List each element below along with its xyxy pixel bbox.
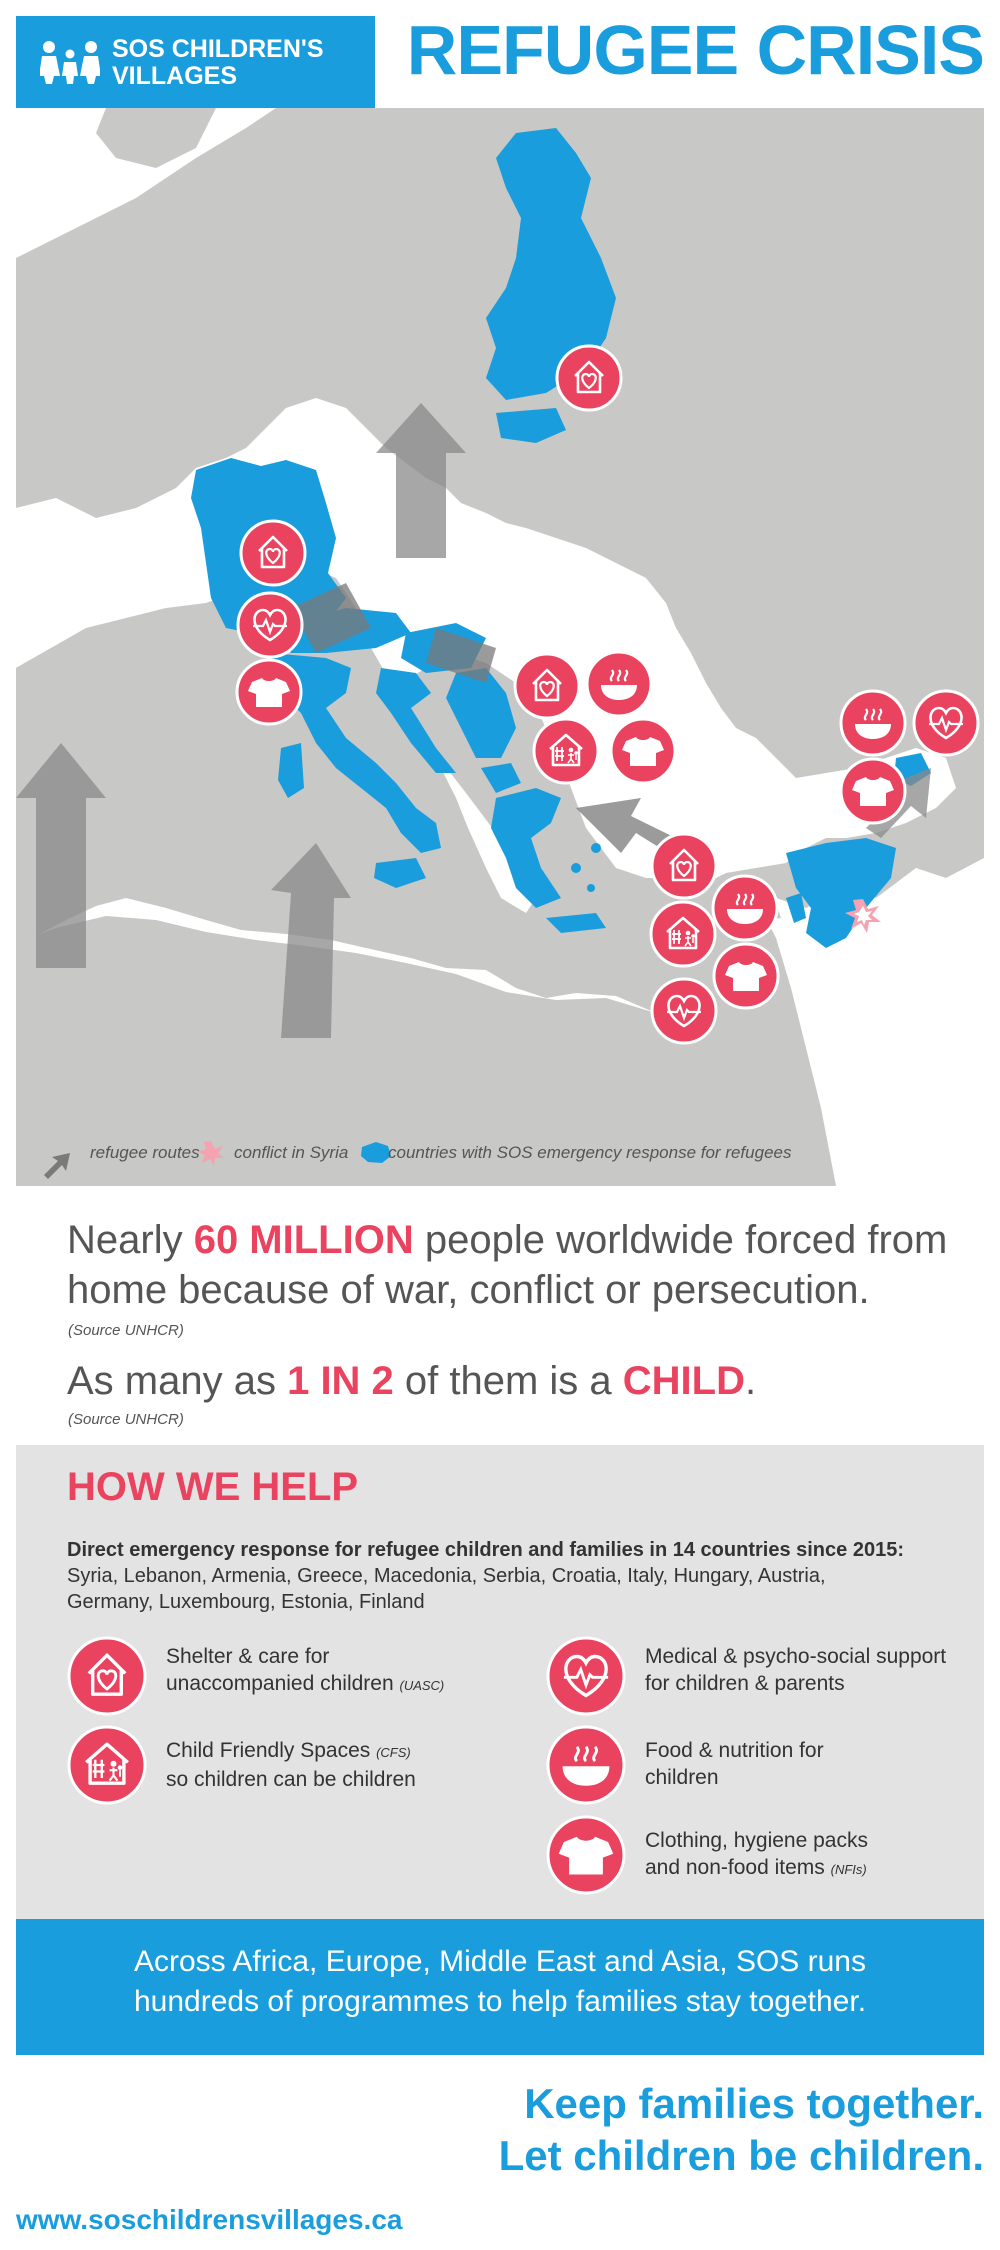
- stat1-text: Nearly: [67, 1218, 194, 1262]
- page-title: REFUGEE CRISIS: [406, 11, 984, 89]
- legend-conflict-label: conflict in Syria: [234, 1143, 349, 1162]
- child-friendly-space-icon: [651, 902, 715, 966]
- help-item-cfs: [166, 1737, 526, 1793]
- help-intro: [67, 1537, 967, 1615]
- medical-heart-icon: [914, 691, 978, 755]
- stat2-highlight-child: CHILD: [622, 1359, 745, 1403]
- food-bowl-icon: [587, 652, 651, 716]
- child-friendly-space-icon: [67, 1725, 147, 1805]
- help-cfs-abbr: (CFS): [376, 1745, 411, 1760]
- help-clothing-line2: and non-food items: [645, 1856, 831, 1879]
- banner-line2: hundreds of programmes to help families stay together.: [133, 1985, 867, 2018]
- stat1-text-end: people worldwide forced from: [413, 1218, 948, 1262]
- shelter-icon: [652, 834, 716, 898]
- stat2-text: As many as: [67, 1359, 288, 1403]
- stat1-highlight: 60 MILLION: [193, 1218, 414, 1262]
- help-intro-bold: Direct emergency response for refugee children and families in 14 countries since 2015:: [67, 1539, 904, 1561]
- source-note-1: (Source UNHCR): [68, 1322, 184, 1339]
- stat-children: [67, 1357, 756, 1405]
- help-cfs-line1: Child Friendly Spaces: [166, 1739, 377, 1762]
- stat2-period: .: [745, 1359, 757, 1403]
- food-bowl-icon: [546, 1725, 626, 1805]
- help-food-line1: Food & nutrition for: [645, 1739, 824, 1762]
- help-medical-line1: Medical & psycho-social support: [645, 1645, 947, 1668]
- shelter-icon: [241, 521, 305, 585]
- stat2-text-mid: of them is a: [393, 1359, 623, 1403]
- help-item-food: [645, 1737, 1000, 1791]
- shelter-icon: [67, 1636, 147, 1716]
- medical-heart-icon: [546, 1636, 626, 1716]
- help-item-clothing: [645, 1827, 1000, 1883]
- source-note-2: (Source UNHCR): [68, 1411, 184, 1428]
- children-logo-icon: [40, 38, 100, 84]
- food-bowl-icon: [713, 876, 777, 940]
- medical-heart-icon: [238, 593, 302, 657]
- europe-map: [16, 108, 984, 1186]
- food-bowl-icon: [841, 691, 905, 755]
- help-food-line2: children: [645, 1766, 719, 1789]
- help-cfs-line2: so children can be children: [166, 1768, 416, 1791]
- help-shelter-line1: Shelter & care for: [166, 1645, 330, 1668]
- stat2-highlight-ratio: 1 IN 2: [287, 1359, 394, 1403]
- how-we-help-title: HOW WE HELP: [67, 1465, 359, 1509]
- help-shelter-abbr: (UASC): [399, 1678, 445, 1693]
- website-link[interactable]: www.soschildrensvillages.ca: [16, 2204, 403, 2235]
- clothing-shirt-icon: [237, 660, 301, 724]
- org-name-line1: SOS CHILDREN'S: [112, 35, 324, 63]
- clothing-shirt-icon: [546, 1815, 626, 1895]
- stat-displaced: [67, 1216, 947, 1264]
- help-item-shelter: [166, 1643, 526, 1699]
- help-medical-line2: for children & parents: [645, 1672, 845, 1695]
- org-name: [112, 36, 362, 90]
- help-shelter-line2: unaccompanied children: [166, 1672, 400, 1695]
- clothing-shirt-icon: [714, 944, 778, 1008]
- org-name-line2: VILLAGES: [112, 62, 238, 90]
- clothing-shirt-icon: [611, 719, 675, 783]
- help-clothing-line1: Clothing, hygiene packs: [645, 1829, 868, 1852]
- medical-heart-icon: [652, 979, 716, 1043]
- slogan-line1: Keep families together.: [524, 2080, 984, 2127]
- help-countries-line2: Germany, Luxembourg, Estonia, Finland: [67, 1591, 425, 1613]
- legend-countries-label: countries with SOS emergency response for refugees: [388, 1143, 792, 1162]
- stat-displaced-line2: home because of war, conflict or persecution.: [67, 1268, 870, 1312]
- slogan-line2: Let children be children.: [498, 2132, 984, 2179]
- clothing-shirt-icon: [841, 759, 905, 823]
- help-item-medical: [645, 1643, 1000, 1697]
- legend-routes-label: refugee routes: [90, 1143, 200, 1162]
- banner-text: [16, 1942, 984, 2022]
- child-friendly-space-icon: [534, 719, 598, 783]
- help-clothing-abbr: (NFIs): [830, 1862, 867, 1877]
- banner-line1: Across Africa, Europe, Middle East and Asia, SOS runs: [133, 1945, 866, 1978]
- shelter-icon: [557, 346, 621, 410]
- shelter-icon: [515, 654, 579, 718]
- help-countries-line1: Syria, Lebanon, Armenia, Greece, Macedonia, Serbia, Croatia, Italy, Hungary, Austria,: [67, 1565, 826, 1587]
